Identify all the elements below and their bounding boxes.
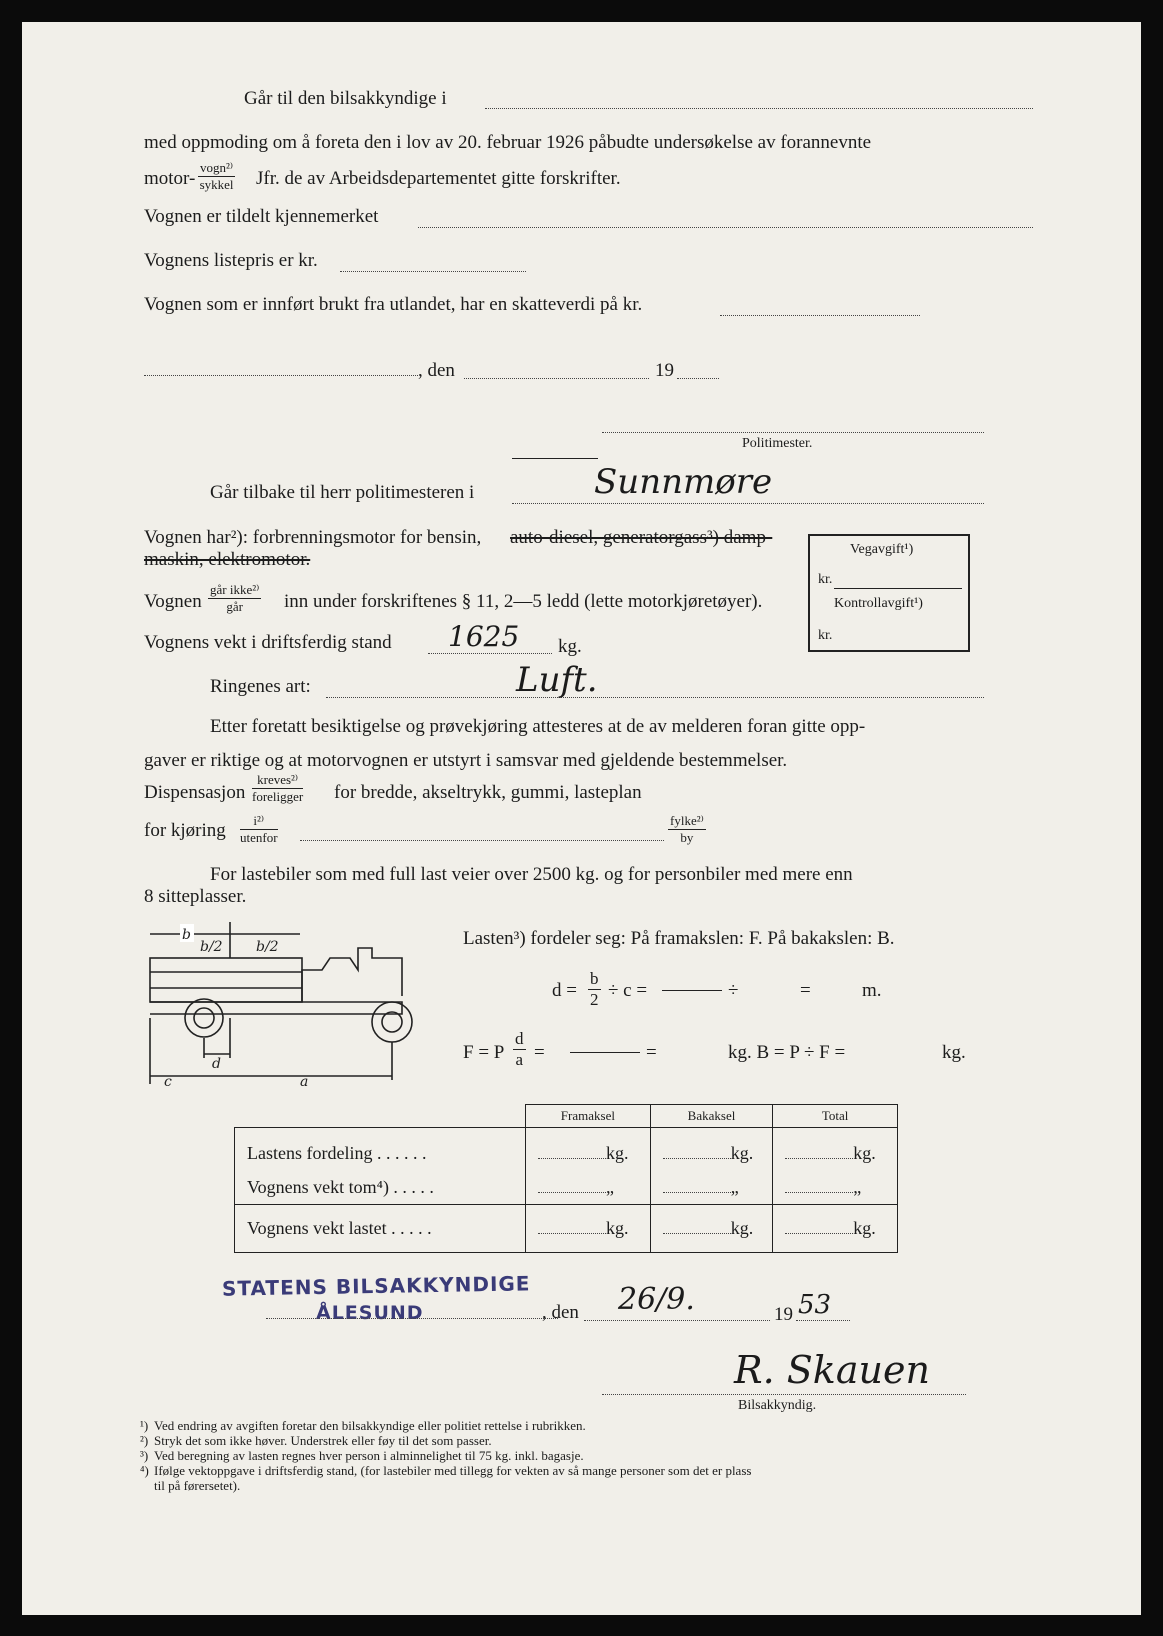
footnote-1-text: Ved endring av avgiften foretar den bilsakkyndige eller politiet rettelse i rubrikken. [154, 1418, 586, 1433]
rear-empty-field[interactable] [663, 1192, 731, 1193]
truck-label-c: c [164, 1074, 172, 1090]
return-to-police-label: Går tilbake til herr politimesteren i [210, 482, 475, 503]
handwritten-weight: 1625 [448, 620, 520, 653]
expert-signature-field[interactable] [602, 1394, 966, 1395]
vehicle-type-num: vogn²⁾ [200, 160, 234, 175]
motor-type-struck-1: auto-diesel, generatorgass³) damp- [510, 527, 773, 548]
dispensation-label: Dispensasjon [144, 782, 246, 803]
front-load-field[interactable] [538, 1158, 606, 1159]
trucks-text-2: 8 sitteplasser. [144, 886, 247, 907]
formula-F-equals-2: = [646, 1042, 657, 1063]
county-option: fylke²⁾ [670, 813, 704, 828]
load-distribution-line: Lasten³) fordeler seg: På framakslen: F. På bakakslen: B. [463, 928, 895, 949]
divider [512, 458, 598, 459]
front-empty-unit: „ [606, 1177, 615, 1197]
handwritten-district: Sunnmøre [594, 462, 773, 502]
handwritten-date: 26/9. [618, 1282, 695, 1317]
truck-diagram [140, 918, 440, 1092]
goes-option: går [226, 599, 243, 614]
footnote-3-num: ³) [140, 1448, 149, 1463]
truck-label-b: b [182, 927, 191, 943]
rear-loaded-unit: kg. [730, 1218, 754, 1238]
tyres-field[interactable] [326, 697, 984, 698]
rear-load-unit: kg. [730, 1143, 754, 1163]
city-option: by [680, 830, 694, 845]
dispensation-required: kreves²⁾ [252, 773, 303, 789]
formula-d-left: d = [552, 980, 577, 1001]
year-field[interactable] [677, 378, 719, 379]
motor-prefix: motor- [144, 168, 196, 189]
weight-field[interactable] [428, 653, 552, 654]
truck-label-d: d [212, 1056, 221, 1072]
rear-empty-unit: „ [730, 1177, 739, 1197]
total-load-unit: kg. [853, 1143, 876, 1163]
formula-div: ÷ [728, 980, 739, 1001]
total-loaded-cell [773, 1205, 898, 1253]
formula-b-half [588, 970, 601, 1009]
tyres-label: Ringenes art: [210, 676, 311, 697]
registration-field[interactable] [418, 227, 1033, 228]
table-header-total: Total [773, 1105, 898, 1128]
truck-label-a: a [300, 1074, 309, 1090]
bottom-year-field[interactable] [796, 1320, 850, 1321]
driving-fraction [240, 814, 278, 845]
rear-cells [650, 1128, 773, 1205]
load-table [234, 1104, 898, 1253]
bottom-year-prefix: 19 [774, 1304, 793, 1325]
formula-meters: m. [862, 980, 882, 1001]
footnote-4-num: ⁴) [140, 1463, 149, 1478]
regulation-reference: Jfr. de av Arbeidsdepartementet gitte forskrifter. [256, 168, 621, 189]
handwritten-signature: R. Skauen [734, 1348, 930, 1392]
attestation-line-1: Etter foretatt besiktigelse og prøvekjøring attesteres at de av melderen foran gitte opp- [210, 716, 866, 737]
formula-kg: kg. [942, 1042, 966, 1063]
truck-label-b-half-2: b/2 [256, 939, 279, 955]
total-empty-unit: „ [853, 1177, 862, 1197]
total-empty-field[interactable] [785, 1192, 853, 1193]
place-den-label: , den [418, 360, 455, 381]
stamp-line-2: ÅLESUND [316, 1302, 424, 1324]
motor-type-label: Vognen har²): forbrenningsmotor for bensin, [144, 527, 482, 548]
footnote-2-num: ²) [140, 1433, 149, 1448]
total-cells [773, 1128, 898, 1205]
weight-unit: kg. [558, 636, 582, 657]
formula-d-over-a [513, 1030, 526, 1069]
place-field[interactable] [144, 375, 418, 376]
list-price-label: Vognens listepris er kr. [144, 250, 318, 271]
bottom-place-field[interactable] [266, 1318, 558, 1319]
bilsakkyndig-label: Bilsakkyndig. [738, 1398, 817, 1413]
county-fraction [668, 814, 706, 845]
dispensation-scope: for bredde, akseltrykk, gummi, lasteplan [334, 782, 642, 803]
footnote-4-text: Ifølge vektoppgave i driftsferdig stand, (for lastebiler med tillegg for vekten av så mange personer som det er plass [154, 1463, 752, 1478]
formula-b: b [590, 969, 599, 988]
police-district-field[interactable] [512, 503, 984, 504]
driving-in: i²⁾ [240, 814, 278, 830]
row-label-load: Lastens fordeling . . . . . . [247, 1143, 427, 1163]
goes-not-option: går ikke²⁾ [210, 582, 260, 597]
control-fee-label: Kontrollavgift¹) [834, 596, 923, 611]
politimester-label: Politimester. [742, 436, 813, 451]
row-label-loaded: Vognens vekt lastet . . . . . [235, 1205, 526, 1253]
rear-loaded-cell [650, 1205, 773, 1253]
footnote-4 [140, 1463, 990, 1478]
road-fee-kr: kr. [818, 572, 833, 587]
front-loaded-unit: kg. [606, 1218, 629, 1238]
table-header-front: Framaksel [526, 1105, 651, 1128]
formula-fa: a [515, 1050, 524, 1069]
formula-B: kg. B = P ÷ F = [728, 1042, 846, 1063]
footnote-3 [140, 1448, 990, 1463]
attestation-line-2: gaver er riktige og at motorvognen er utstyrt i samsvar med gjeldende bestemmelser. [144, 750, 788, 771]
total-loaded-unit: kg. [853, 1218, 876, 1238]
year-prefix: 19 [655, 360, 674, 381]
front-loaded-field[interactable] [538, 1233, 606, 1234]
front-loaded-cell [526, 1205, 651, 1253]
regulation-scope: inn under forskriftenes § 11, 2—5 ledd (lette motorkjøretøyer). [284, 591, 763, 612]
control-fee-kr: kr. [818, 628, 833, 643]
footnote-1-num: ¹) [140, 1418, 149, 1433]
formula-equals: = [800, 980, 811, 1001]
table-row-labels [235, 1128, 526, 1205]
request-text: med oppmoding om å foreta den i lov av 20. februar 1926 påbudte undersøkelse av forannevnte [144, 132, 872, 153]
registration-label: Vognen er tildelt kjennemerket [144, 206, 379, 227]
formula-blank-1[interactable] [662, 990, 722, 991]
police-signature-field[interactable] [602, 432, 984, 433]
table-corner [235, 1105, 526, 1128]
bottom-date-field[interactable] [584, 1320, 770, 1321]
rear-load-field[interactable] [663, 1158, 731, 1159]
vehicle-type-den: sykkel [199, 177, 234, 192]
dispensation-fraction [252, 773, 303, 804]
footnote-3-text: Ved beregning av lasten regnes hver person i alminnelighet til 75 kg. inkl. bagasje. [154, 1448, 584, 1463]
road-fee-label: Vegavgift¹) [850, 542, 914, 557]
list-price-field[interactable] [340, 271, 526, 272]
tax-value-field[interactable] [720, 315, 920, 316]
footnote-2-text: Stryk det som ikke høver. Understrek eller føy til det som passer. [154, 1433, 492, 1448]
formula-blank-2[interactable] [570, 1052, 640, 1053]
expert-location-field[interactable] [485, 108, 1033, 109]
motor-type-struck-2: maskin, elektromotor. [144, 549, 311, 570]
row-label-empty: Vognens vekt tom⁴) . . . . . [247, 1177, 434, 1197]
road-fee-field[interactable] [834, 588, 962, 589]
vognen-label: Vognen [144, 591, 202, 612]
date-field[interactable] [464, 378, 649, 379]
stamp-line-1: STATENS BILSAKKYNDIGE [221, 1271, 531, 1301]
driving-label: for kjøring [144, 820, 226, 841]
rear-loaded-field[interactable] [663, 1233, 731, 1234]
footnote-1 [140, 1418, 990, 1433]
fee-box [808, 534, 970, 652]
goes-to-expert-label: Går til den bilsakkyndige i [244, 88, 447, 109]
front-empty-field[interactable] [538, 1192, 606, 1193]
front-load-unit: kg. [606, 1143, 629, 1163]
formula-F-equals: = [534, 1042, 545, 1063]
footnotes [140, 1418, 990, 1493]
table-header-rear: Bakaksel [650, 1105, 773, 1128]
footnote-4-cont-text: til på førersetet). [154, 1478, 241, 1493]
front-cells [526, 1128, 651, 1205]
formula-F: F = P [463, 1042, 505, 1063]
trucks-text-1: For lastebiler som med full last veier over 2500 kg. og for personbiler med mere enn [210, 864, 853, 885]
footnote-2 [140, 1433, 990, 1448]
form-page [22, 22, 1141, 1615]
county-field[interactable] [300, 840, 664, 841]
footnote-4-cont [140, 1478, 990, 1493]
handwritten-tyres: Luft. [516, 660, 598, 700]
footnote-4-cont-num [140, 1478, 154, 1493]
handwritten-year: 53 [798, 1290, 832, 1320]
total-load-field[interactable] [785, 1158, 853, 1159]
vehicle-type-fraction [198, 161, 235, 192]
goes-fraction [208, 583, 261, 614]
driving-outside: utenfor [240, 830, 278, 845]
weight-label: Vognens vekt i driftsferdig stand [144, 632, 392, 653]
formula-fd: d [515, 1029, 524, 1048]
formula-two: 2 [590, 990, 599, 1009]
bottom-den-label: , den [542, 1302, 579, 1323]
formula-minus-c: ÷ c = [608, 980, 648, 1001]
tax-value-label: Vognen som er innført brukt fra utlandet, har en skatteverdi på kr. [144, 294, 643, 315]
total-loaded-field[interactable] [785, 1233, 853, 1234]
truck-label-b-half-1: b/2 [200, 939, 223, 955]
dispensation-present: foreligger [252, 789, 304, 804]
